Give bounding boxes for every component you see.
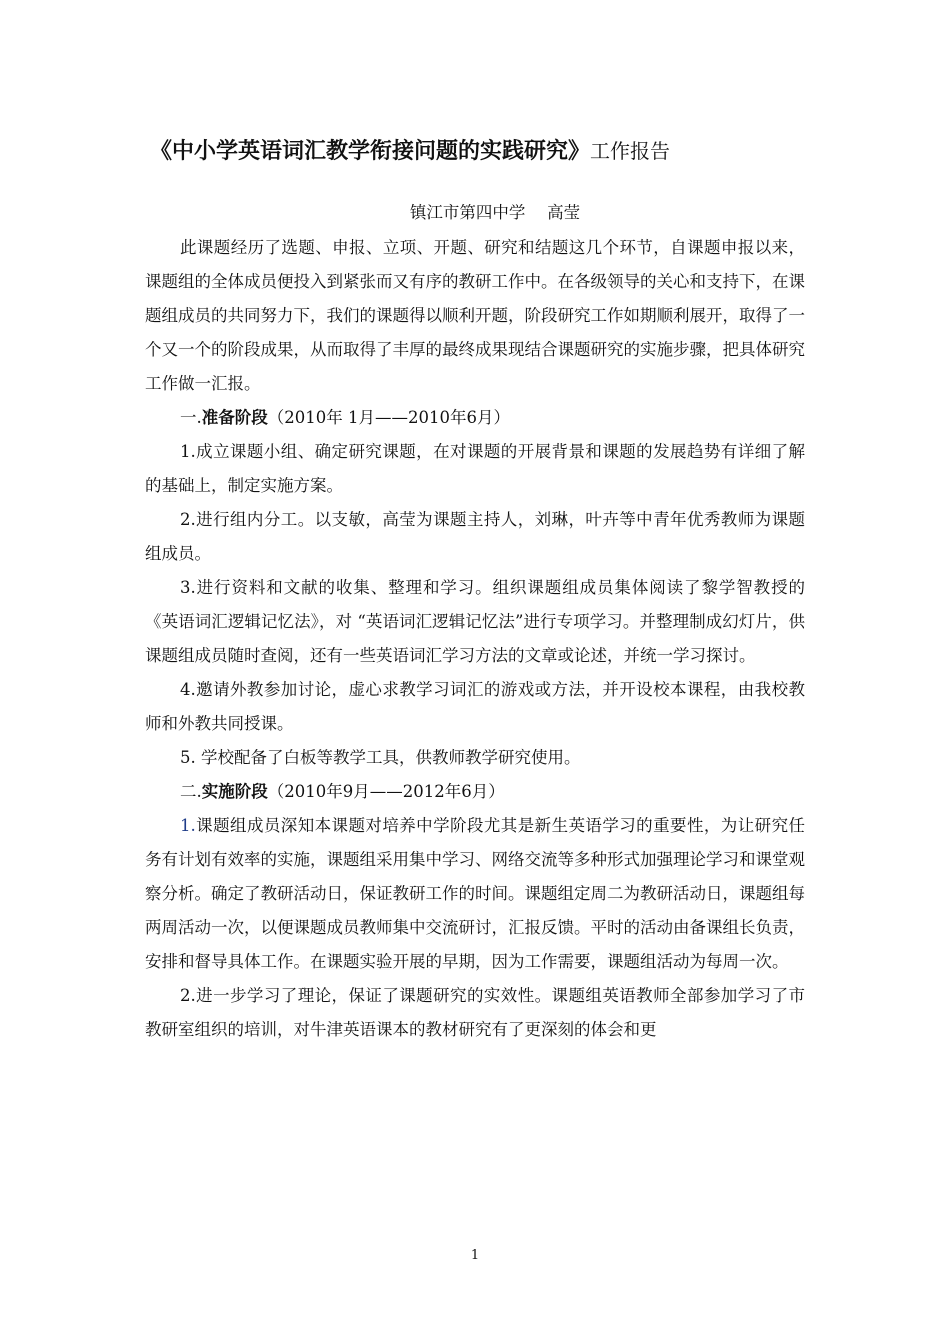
section-heading-prep [145, 401, 805, 435]
section-dates: （2010年9月——2012年6月） [267, 782, 505, 801]
page-number: 1 [470, 1248, 480, 1263]
title-main: 《中小学英语词汇教学衔接问题的实践研究》 [150, 138, 591, 164]
list-item: 2.进行组内分工。以支敏，高莹为课题主持人，刘琳，叶卉等中青年优秀教师为课题组成员。 [145, 510, 805, 563]
list-item: 3.进行资料和文献的收集、整理和学习。组织课题组成员集体阅读了黎学智教授的《英语词汇逻辑记忆法》，对 “英语词汇逻辑记忆法”进行专项学习。并整理制成幻灯片，供课题组成员随时查阅，还有一些英语词汇学习方法的文章或论述，并统一学习探讨。 [145, 578, 805, 665]
list-item [145, 809, 805, 979]
item-number: 1. [180, 816, 196, 835]
section-title: 实施阶段 [201, 782, 268, 801]
list-item: 1.成立课题小组、确定研究课题，在对课题的开展背景和课题的发展趋势有详细了解的基础上，制定实施方案。 [145, 442, 805, 495]
document-title [150, 133, 850, 170]
title-tail: 工作报告 [590, 139, 671, 163]
author-line: 镇江市第四中学 高莹 [409, 203, 581, 222]
item-text: 课题组成员深知本课题对培养中学阶段尤其是新生英语学习的重要性，为让研究任务有计划有效率的实施，课题组采用集中学习、网络交流等多种形式加强理论学习和课堂观察分析。确定了教研活动日，保证教研工作的时间。课题组定周二为教研活动日，课题组每两周活动一次，以便课题成员教师集中交流研讨，汇报反馈。平时的活动由备课组长负责，安排和督导具体工作。在课题实验开展的早期，因为工作需要，课题组活动为每周一次。 [145, 816, 805, 971]
list-item: 2.进一步学习了理论，保证了课题研究的实效性。课题组英语教师全部参加学习了市教研室组织的培训，对牛津英语课本的教材研究有了更深刻的体会和更 [145, 986, 805, 1039]
section-heading-impl [145, 775, 805, 809]
section-dates: （2010年 1月——2010年6月） [267, 408, 510, 427]
list-item: 4.邀请外教参加讨论，虚心求教学习词汇的游戏或方法，并开设校本课程，由我校教师和外教共同授课。 [145, 680, 805, 733]
document-body [145, 231, 805, 1047]
section-prefix: 二. [180, 782, 202, 801]
list-item: 5. 学校配备了白板等教学工具，供教师教学研究使用。 [180, 748, 581, 767]
intro-paragraph: 此课题经历了选题、申报、立项、开题、研究和结题这几个环节，自课题申报以来，课题组的全体成员便投入到紧张而又有序的教研工作中。在各级领导的关心和支持下，在课题组成员的共同努力下，我们的课题得以顺利开题，阶段研究工作如期顺利展开，取得了一个又一个的阶段成果，从而取得了丰厚的最终成果现结合课题研究的实施步骤，把具体研究工作做一汇报。 [145, 238, 805, 393]
section-title: 准备阶段 [201, 408, 268, 427]
section-prefix: 一. [180, 408, 202, 427]
